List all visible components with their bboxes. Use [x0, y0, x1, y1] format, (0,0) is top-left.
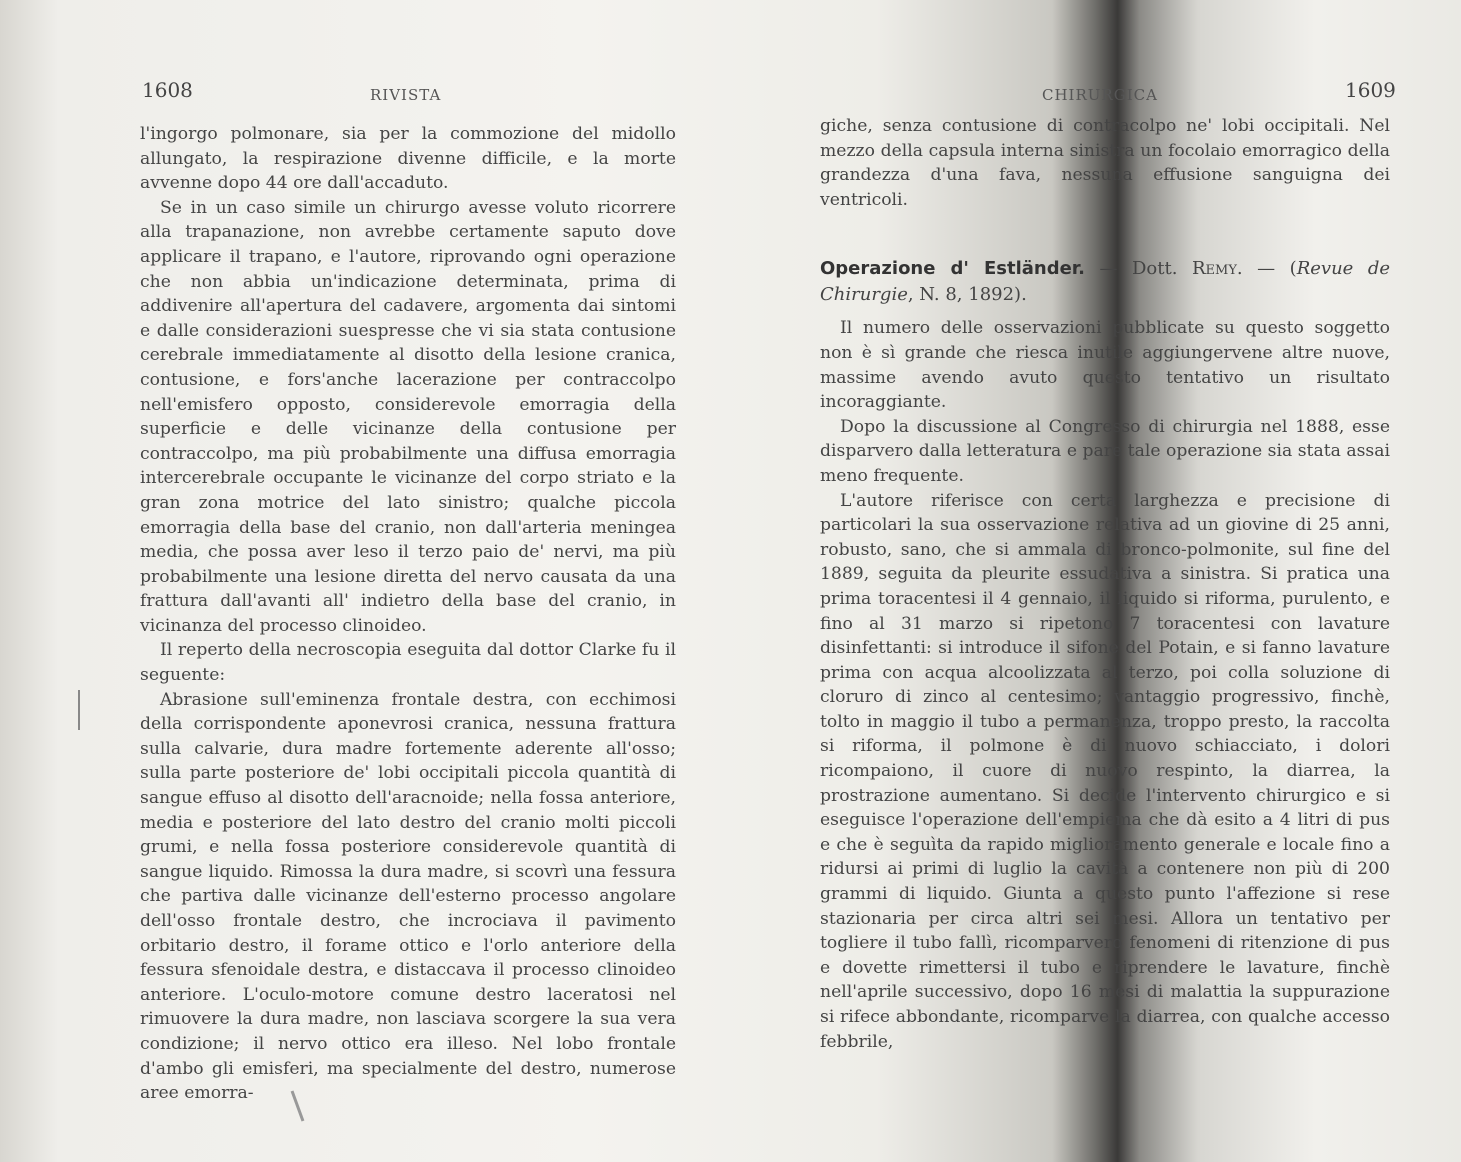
- paragraph: L'autore riferisce con certa larghezza e precisione di particolari la sua osservazione relativa ad un giovine di 25 anni, robusto, sano, che si ammala di bronco-polmonite, sul fine del 1889, seguita da pleurite essudativa a sinistra. Si pratica una prima toracentesi il 4 gennaio, il liquido si riforma, purulento, e fino al 31 marzo si ripetono 7 toracentesi con lavature disinfettanti: si introduce il sifone del Potain, e si fanno lavature prima con acqua alcoolizzata al terzo, poi colla soluzione di cloruro di zinco al centesimo; vantaggio progressivo, finchè, tolto in maggio il tubo a permanenza, troppo presto, la raccolta si riforma, il polmone è di nuovo schiacciato, i dolori ricompaiono, il cuore di nuovo respinto, la diarrea, la prostrazione aumentano. Si decide l'intervento chirurgico e si eseguisce l'operazione dell'empiema che dà esito a 4 litri di pus e che è seguìta da rapido miglioramento generale e locale fino a ridursi ai primi di luglio la cavità a contenere non più di 200 grammi di liquido. Giunta a questo punto l'affezione si rese stazionaria per circa altri sei mesi. Allora un tentativo per togliere il tubo fallì, ricomparvero fenomeni di ritenzione di pus e dovette rimettersi il tubo e riprendere le lavature, finchè nell'aprile successivo, dopo 16 mesi di malattia la suppurazione si rifece abbondante, ricomparve la diarrea, con qualche accesso febbrile,: [820, 490, 1390, 1052]
- article-title: Operazione d' Estländer.: [820, 258, 1085, 280]
- running-head-right: CHIRURGICA: [1042, 86, 1158, 104]
- paragraph: Abrasione sull'eminenza frontale destra, con ecchimosi della corrispondente aponevrosi cranica, nessuna frattura sulla calvarie, dura madre fortemente aderente all'osso; sulla parte posteriore de' lobi occipitali piccola quantità di sangue effuso al disotto dell'aracnoide; nella fossa anteriore, media e posteriore del lato destro del cranio molti piccoli grumi, e nella fossa posteriore considerevole quantità di sangue liquido. Rimossa la dura madre, si scovrì una fessura che partiva dalle vicinanze dell'esterno processo angolare dell'osso frontale destro, che incrociava il pavimento orbitario destro, il forame ottico e l'orlo anteriore della fessura sfenoidale destra, e distaccava il processo clinoideo anteriore. L'oculo-motore comune destro laceratosi nel rimuovere la dura madre, non lasciava scorgere la sua vera condizione; il nervo ottico era illeso. Nel lobo frontale d'ambo gli emisferi, ma specialmente del destro, numerose aree emorra-: [140, 689, 676, 1104]
- page-number-left: 1608: [142, 78, 193, 102]
- paragraph: Dopo la discussione al Congresso di chirurgia nel 1888, esse disparvero dalla letteratura e pare tale operazione sia stata assai meno frequente.: [820, 416, 1390, 486]
- paragraph: Il reperto della necroscopia eseguita dal dottor Clarke fu il seguente:: [140, 640, 676, 686]
- article-author: Remy.: [1191, 258, 1243, 280]
- margin-mark: [78, 690, 80, 730]
- left-page-body: [140, 122, 676, 1106]
- heading-dash: — (: [1242, 258, 1297, 280]
- paragraph: Se in un caso simile un chirurgo avesse voluto ricorrere alla trapanazione, non avrebbe certamente saputo dove applicare il trapano, e l'autore, riprovando ogni operazione che non abbia un'indicazione determinata, prima di addivenire all'apertura del cadavere, argomenta dai sintomi e dalle considerazioni suespresse che vi sia stata contusione cerebrale immediatamente al disotto della lesione cranica, contusione, e fors'anche lacerazione per contraccolpo nell'emisfero opposto, considerevole emorragia della superficie e delle vicinanze della contusione per contraccolpo, ma più probabilmente una diffusa emorragia intercerebrale occupante le vicinanze del corpo striato e la gran zona motrice del lato sinistro; qualche piccola emorragia della base del cranio, non dall'arteria meningea media, che possa aver leso il terzo paio de' nervi, ma più probabilmente una lesione diretta del nervo causata da una frattura dall'avanti all' indietro della base del cranio, in vicinanza del processo clinoideo.: [140, 197, 676, 636]
- right-page: [770, 0, 1461, 1162]
- paragraph: l'ingorgo polmonare, sia per la commozione del midollo allungato, la respirazione divenne difficile, e la morte avvenne dopo 44 ore dall'accaduto.: [140, 124, 676, 194]
- page-number-right: 1609: [1345, 78, 1396, 102]
- article-citation: , N. 8, 1892).: [907, 284, 1027, 306]
- heading-dash: — Dott.: [1084, 258, 1192, 280]
- article-source: Revue de Chirurgie: [820, 258, 1391, 306]
- paragraph: giche, senza contusione di contracolpo ne' lobi occipitali. Nel mezzo della capsula interna sinistra un focolaio emorragico della grandezza d'una fava, nessuna effusione sanguigna dei ventricoli.: [820, 116, 1390, 210]
- right-page-body: [820, 114, 1390, 1054]
- article-heading: [820, 256, 1390, 308]
- paragraph: Il numero delle osservazioni pubblicate su questo soggetto non è sì grande che riesca inutile aggiungervene altre nuove, massime avendo avuto questo tentativo un risultato incoraggiante.: [820, 318, 1390, 413]
- left-page: [0, 0, 730, 1162]
- running-head-left: RIVISTA: [370, 86, 442, 104]
